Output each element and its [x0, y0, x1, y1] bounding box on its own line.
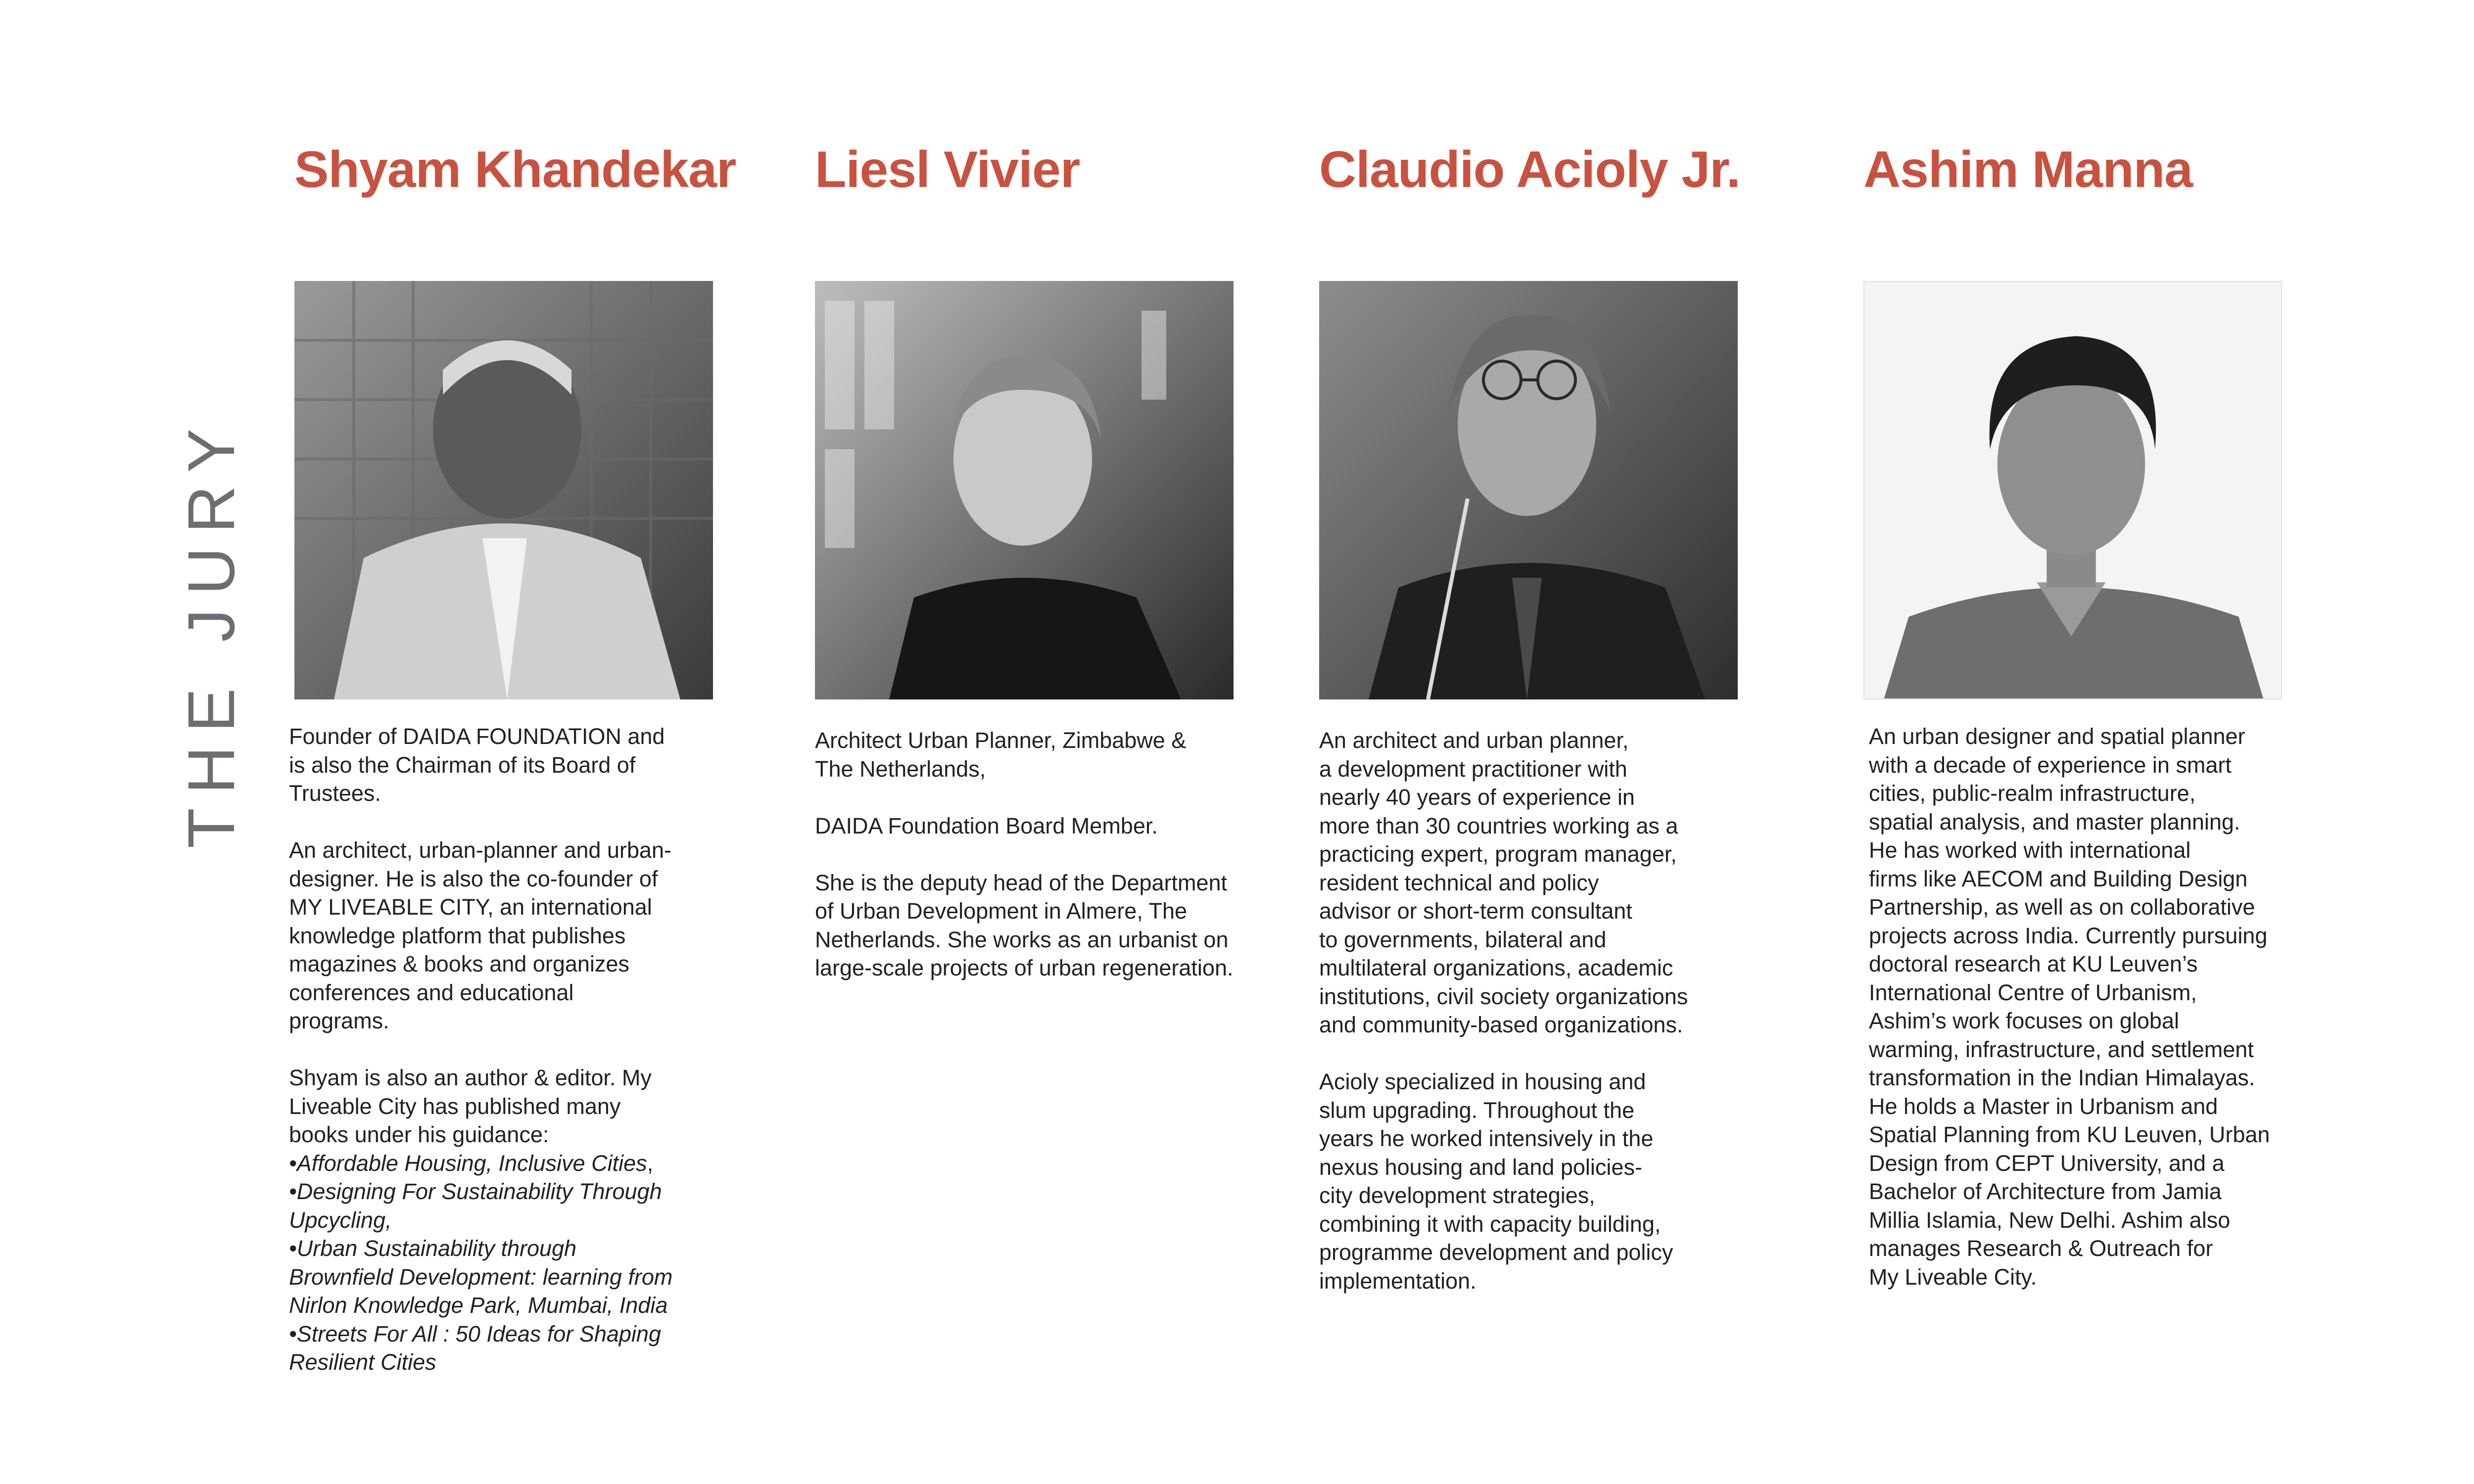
bio-line: doctoral research at KU Leuven’s — [1869, 951, 2198, 976]
bio-line: Bachelor of Architecture from Jamia — [1869, 1179, 2222, 1204]
juror-name: Claudio Acioly Jr. — [1319, 141, 1740, 198]
bio-line: Millia Islamia, New Delhi. Ashim also — [1869, 1207, 2231, 1233]
bio-line: firms like AECOM and Building Design — [1869, 866, 2248, 891]
bio-line: a development practitioner with — [1319, 756, 1627, 782]
bio-line: Architect Urban Planner, Zimbabwe & — [815, 728, 1187, 753]
bio-line: MY LIVEABLE CITY, an international — [289, 894, 652, 920]
bio-line: years he worked intensively in the — [1319, 1126, 1654, 1151]
portrait-image — [815, 281, 1234, 699]
bio-line: to governments, bilateral and — [1319, 927, 1607, 952]
bio-line: programs. — [289, 1008, 389, 1033]
book-title: Nirlon Knowledge Park, Mumbai, India — [289, 1293, 668, 1318]
bio-line: Liveable City has published many — [289, 1093, 621, 1119]
bio-line: magazines & books and organizes — [289, 951, 629, 976]
portrait-image — [1319, 281, 1738, 699]
bio-line: An architect and urban planner, — [1319, 728, 1629, 753]
book-title: Resilient Cities — [289, 1349, 436, 1375]
juror-photo — [1319, 281, 1738, 699]
bio-line: combining it with capacity building, — [1319, 1211, 1661, 1237]
book-title-line — [289, 1149, 672, 1178]
bio-line: more than 30 countries working as a — [1319, 813, 1678, 838]
book-title: •Streets For All : 50 Ideas for Shaping — [289, 1321, 661, 1346]
book-separator: , — [647, 1150, 654, 1176]
juror-bio — [1869, 722, 2270, 1291]
bio-line: multilateral organizations, academic — [1319, 955, 1673, 980]
bio-line: institutions, civil society organizations — [1319, 983, 1688, 1009]
bio-line: city development strategies, — [1319, 1183, 1595, 1208]
bio-line: He holds a Master in Urbanism and — [1869, 1093, 2218, 1119]
juror-bio — [289, 722, 672, 1377]
bio-line: An urban designer and spatial planner — [1869, 724, 2245, 749]
bio-line: practicing expert, program manager, — [1319, 841, 1677, 867]
bio-line: transformation in the Indian Himalayas. — [1869, 1065, 2255, 1090]
bio-line: Netherlands. She works as an urbanist on — [815, 927, 1229, 952]
bio-line: advisor or short-term consultant — [1319, 898, 1632, 924]
bio-line: An architect, urban-planner and urban- — [289, 837, 671, 863]
juror-photo — [815, 281, 1234, 699]
bio-line: knowledge platform that publishes — [289, 923, 626, 948]
book-title: •Affordable Housing, Inclusive Cities — [289, 1150, 647, 1176]
bio-line: and community-based organizations. — [1319, 1012, 1683, 1037]
bio-line: conferences and educational — [289, 979, 574, 1005]
bio-line: Design from CEPT University, and a — [1869, 1150, 2225, 1176]
bio-line: implementation. — [1319, 1268, 1476, 1294]
bio-line: warming, infrastructure, and settlement — [1869, 1036, 2254, 1062]
bio-line: My Liveable City. — [1869, 1264, 2037, 1290]
juror-bio — [1319, 726, 1688, 1295]
bio-line: Founder of DAIDA FOUNDATION and — [289, 724, 665, 749]
bio-line: spatial analysis, and master planning. — [1869, 809, 2240, 835]
juror-name: Shyam Khandekar — [294, 141, 736, 198]
book-title: Upcycling, — [289, 1207, 392, 1233]
bio-line: cities, public-realm infrastructure, — [1869, 781, 2196, 806]
bio-line: slum upgrading. Throughout the — [1319, 1097, 1635, 1123]
bio-line: resident technical and policy — [1319, 870, 1599, 895]
bio-line: books under his guidance: — [289, 1122, 549, 1147]
bio-line: programme development and policy — [1319, 1240, 1673, 1265]
bio-line: with a decade of experience in smart — [1869, 752, 2232, 778]
juror-name: Ashim Manna — [1863, 141, 2193, 198]
section-title: THE JURY — [175, 415, 248, 848]
bio-line: of Urban Development in Almere, The — [815, 898, 1188, 924]
bio-line: Acioly specialized in housing and — [1319, 1069, 1646, 1094]
juror-photo — [294, 281, 713, 699]
juror-photo — [1863, 281, 2282, 699]
bio-line: Spatial Planning from KU Leuven, Urban — [1869, 1122, 2270, 1147]
portrait-image — [294, 281, 713, 699]
bio-line: DAIDA Foundation Board Member. — [815, 813, 1158, 838]
bio-line: designer. He is also the co-founder of — [289, 866, 658, 891]
book-title: •Urban Sustainability through — [289, 1236, 577, 1261]
bio-line: The Netherlands, — [815, 756, 986, 782]
bio-line: She is the deputy head of the Department — [815, 870, 1228, 895]
bio-line: is also the Chairman of its Board of — [289, 752, 636, 778]
bio-line: Trustees. — [289, 781, 381, 806]
bio-line: Ashim’s work focuses on global — [1869, 1008, 2179, 1033]
portrait-image — [1864, 282, 2281, 698]
juror-bio — [815, 726, 1234, 982]
bio-line: nearly 40 years of experience in — [1319, 785, 1635, 810]
bio-line: large-scale projects of urban regeneration. — [815, 955, 1234, 980]
bio-line: manages Research & Outreach for — [1869, 1236, 2213, 1261]
bio-line: International Centre of Urbanism, — [1869, 979, 2197, 1005]
bio-line: He has worked with international — [1869, 837, 2191, 863]
bio-line: nexus housing and land policies- — [1319, 1154, 1642, 1180]
book-title: Brownfield Development: learning from — [289, 1264, 673, 1290]
book-title: •Designing For Sustainability Through — [289, 1179, 662, 1204]
juror-name: Liesl Vivier — [815, 141, 1080, 198]
bio-line: projects across India. Currently pursuing — [1869, 923, 2268, 948]
bio-line: Shyam is also an author & editor. My — [289, 1065, 652, 1090]
bio-line: Partnership, as well as on collaborative — [1869, 894, 2255, 920]
